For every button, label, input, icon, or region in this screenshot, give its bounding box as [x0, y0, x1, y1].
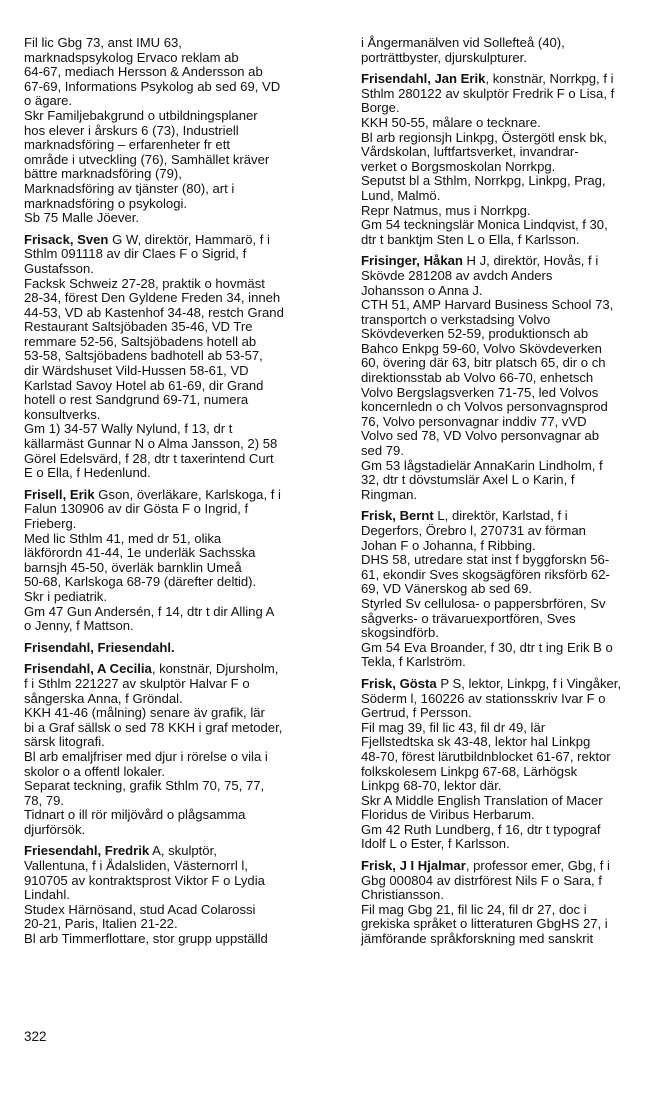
entry-line: Repr Natmus, mus i Norrkpg. [361, 202, 531, 218]
entry-line: Skövdeverken 52-59, produktionsch ab [361, 326, 589, 342]
entry-line: 53-58, Saltsjöbadens badhotell ab 53-57, [24, 348, 263, 364]
entry-line: Skr Familjebakgrund o utbildningsplaner [24, 107, 258, 123]
entry-line: folkskolesem Linkpg 67-68, Lärhögsk [361, 763, 578, 779]
entry-line: KKH 41-46 (målning) senare äv grafik, lär [24, 705, 265, 721]
entry-line: läkförordn 41-44, 1e underläk Sachsska [24, 545, 256, 561]
entry-line: hotell o rest Sandgrund 69-71, numera [24, 392, 249, 408]
entry-line [24, 233, 350, 248]
entry-line: Skr A Middle English Translation of Macer [361, 792, 603, 808]
entry-line: Fil mag 39, fil lic 43, fil dr 49, lär [361, 719, 546, 735]
entry-line: Lindahl. [24, 887, 70, 903]
entry-line: marknadspsykolog Ervaco reklam ab [24, 49, 239, 65]
entry-line: Sthlm 280122 av skulptör Fredrik F o Lisa, f [361, 85, 615, 101]
entry-line: Karlstad Savoy Hotel ab 61-69, dir Grand [24, 377, 264, 393]
entry-line: Studex Härnösand, stud Acad Colarossi [24, 901, 256, 917]
entry-line: Bl arb Timmerflottare, stor grupp uppställd [24, 931, 268, 947]
entry-line: grekiska språket o litteraturen GbgHS 27, i [361, 916, 608, 932]
entry-line: Bl arb emaljfriser med djur i rörelse o vila i [24, 748, 268, 764]
entry-line: marknadsföring o psykologi. [24, 195, 188, 211]
entry-line: Sthlm 091118 av dir Claes F o Sigrid, f [24, 246, 247, 262]
entry-line: Skövde 281208 av avdch Anders [361, 267, 553, 283]
entry-line: Med lic Sthlm 41, med dr 51, olika [24, 530, 222, 546]
entry-line: Sb 75 Malle Jöever. [24, 210, 139, 226]
entry-line [24, 488, 350, 503]
entry-line: 69, VD Vänerskog ab sed 69. [361, 581, 533, 597]
entry-line: Marknadsföring av tjänster (80), art i [24, 180, 235, 196]
biography-entry [24, 233, 350, 481]
entry-line: Seputst bl a Sthlm, Norrkpg, Linkpg, Prag, [361, 173, 606, 189]
entry-line: Separat teckning, grafik Sthlm 70, 75, 77, [24, 778, 265, 794]
entry-line-text: Gson, överläkare, Karlskoga, f i [94, 486, 281, 502]
entry-line: Gm 54 Eva Broander, f 30, dtr t ing Erik B o [361, 639, 613, 655]
entry-line: Gm 47 Gun Andersén, f 14, dtr t dir Alling A [24, 603, 275, 619]
biography-entry [361, 72, 665, 247]
entry-line: Volvo Bergslagsverken 71-75, led Volvos [361, 384, 599, 400]
entry-name: Frisk, Bernt [361, 508, 434, 524]
entry-line: marknadsföring – erfarenheter fr ett [24, 137, 230, 153]
entry-line: E o Ella, f Hedenlund. [24, 465, 151, 481]
entry-line: Frieberg. [24, 516, 77, 531]
entry-line: 20-21, Paris, Italien 21-22. [24, 916, 178, 932]
entry-line: sed 79. [361, 443, 404, 459]
entry-name: Frisk, J I Hjalmar [361, 858, 466, 874]
biography-entry [24, 641, 350, 656]
entry-line: Idolf L o Ester, f Karlsson. [361, 836, 510, 852]
entry-line: Linkpg 68-70, lektor där. [361, 778, 502, 794]
entry-line: o Jenny, f Mattson. [24, 618, 134, 634]
entry-line-text: A, skulptör, [149, 843, 217, 859]
entry-line: 61, ekondir Sves skogsägfören riksförb 62- [361, 566, 610, 582]
entry-line: Gm 1) 34-57 Wally Nylund, f 13, dr t [24, 421, 233, 437]
biography-entry [24, 36, 350, 226]
entry-line: o ägare. [24, 93, 73, 109]
entry-name: Frisendahl, A Cecilia [24, 661, 152, 677]
entry-line: transportch o verkstadsing Volvo [361, 311, 551, 327]
entry-line-text: , konstnär, Norrkpg, f i [485, 71, 614, 87]
entry-line: 64-67, mediach Hersson & Andersson ab [24, 64, 263, 80]
entry-line-text: H J, direktör, Hovås, f i [462, 253, 599, 269]
entry-line: Floridus de Viribus Herbarum. [361, 807, 535, 823]
entry-line: Volvo sed 78, VD Volvo personvagnar ab [361, 428, 600, 444]
entry-line: bi a Graf sällsk o sed 78 KKH i graf metoder, [24, 719, 283, 735]
entry-line [24, 662, 350, 677]
entry-line: Johansson o Anna J. [361, 282, 483, 298]
entry-name: Frisack, Sven [24, 231, 109, 247]
entry-line: källarmäst Gunnar N o Alma Jansson, 2) 58 [24, 436, 278, 452]
biography-entry [361, 254, 665, 502]
entry-line: 50-68, Karlskoga 68-79 (därefter deltid). [24, 574, 257, 590]
entry-line: Tidnart o ill rör miljövård o plågsamma [24, 807, 246, 823]
entry-line: Bahco Enkpg 59-60, Volvo Skövdeverken [361, 340, 602, 356]
entry-line: Vårdskolan, luftfartsverket, invandrar- [361, 144, 579, 160]
entry-line: Facksk Schweiz 27-28, praktik o hovmäst [24, 275, 265, 291]
entry-line [361, 859, 665, 874]
entry-line-text: P S, lektor, Linkpg, f i Vingåker, [436, 675, 622, 691]
left-column [24, 36, 350, 947]
entry-line: skolor o a offentl lokaler. [24, 763, 165, 779]
biography-entry [361, 509, 665, 670]
entry-line: i Ångermanälven vid Sollefteå (40), [361, 35, 565, 50]
entry-name: Frisk, Gösta [361, 675, 437, 691]
entry-line: 60, övering där 63, bitr platsch 65, dir o ch [361, 355, 606, 371]
entry-line: dir Wärdshuset Vild-Hussen 58-61, VD [24, 363, 249, 379]
entry-line: 78, 79. [24, 792, 65, 808]
biography-entry [24, 844, 350, 946]
entry-line: 76, Volvo personvagnar inddiv 77, vVD [361, 413, 587, 429]
entry-line: jämförande språkforskning med sanskrit [361, 931, 594, 947]
entry-line: Styrled Sv cellulosa- o pappersbrfören, Sv [361, 595, 606, 611]
entry-line: Gm 42 Ruth Lundberg, f 16, dtr t typograf [361, 821, 601, 837]
entry-line-text: G W, direktör, Hammarö, f i [108, 231, 270, 247]
entry-name: Friesendahl, Fredrik [24, 843, 150, 859]
entry-line: CTH 51, AMP Harvard Business School 73, [361, 297, 614, 313]
entry-line: 67-69, Informations Psykolog ab sed 69, VD [24, 78, 281, 94]
entry-line: direktionsstab ab Volvo 66-70, enhetsch [361, 370, 594, 386]
entry-line [361, 254, 665, 269]
biography-entry [361, 677, 665, 852]
entry-line: Vallentuna, f i Ådalsliden, Västernorrl l, [24, 858, 248, 874]
entry-line: 32, dtr t dövstumslär Axel L o Karin, f [361, 472, 575, 488]
entry-line: Borge. [361, 100, 400, 116]
entry-line-text: L, direktör, Karlstad, f i [433, 508, 568, 524]
entry-line: sågverks- o trävaruexportfören, Sves [361, 610, 576, 626]
biography-entry [24, 662, 350, 837]
entry-line: Tekla, f Karlström. [361, 654, 466, 670]
entry-line [361, 72, 665, 87]
entry-line: 28-34, förest Den Gyldene Freden 34, inneh [24, 290, 281, 306]
entry-line: Fil lic Gbg 73, anst IMU 63, [24, 35, 182, 50]
entry-line: 44-53, VD ab Kastenhof 34-48, restch Grand [24, 304, 284, 320]
entry-line: Görel Edelsvärd, f 28, dtr t taxerintend Curt [24, 450, 274, 466]
entry-line: Bl arb regionsjh Linkpg, Östergötl ensk bk, [361, 129, 608, 145]
entry-line: Fjellstedtska sk 43-48, lektor hal Linkpg [361, 734, 591, 750]
entry-line: Gustafsson. [24, 260, 94, 276]
entry-line: Söderm l, 160226 av stationsskriv Ivar F o [361, 690, 606, 706]
entry-name: Frisendahl, Jan Erik [361, 71, 486, 87]
page-number: 322 [24, 1029, 47, 1044]
entry-line: särsk litografi. [24, 734, 105, 750]
entry-line: Fil mag Gbg 21, fil lic 24, fil dr 27, doc i [361, 901, 587, 917]
entry-line: Degerfors, Örebro l, 270731 av förman [361, 523, 586, 538]
entry-line: Skr i pediatrik. [24, 588, 107, 604]
entry-line: Gertrud, f Persson. [361, 705, 472, 721]
entry-line: remmare 52-56, Saltsjöbadens hotell ab [24, 333, 257, 349]
entry-line: DHS 58, utredare stat inst f byggforskn 56- [361, 552, 610, 568]
entry-line: verket o Borgsmoskolan Norrkpg. [361, 158, 556, 174]
entry-line: barnsjh 45-50, överläk barnklin Umeå [24, 559, 242, 575]
entry-line: Johan F o Johanna, f Ribbing. [361, 537, 536, 553]
entry-name: Frisinger, Håkan [361, 253, 463, 269]
entry-line: 48-70, förest lärutbildnblocket 61-67, rektor [361, 748, 611, 764]
entry-line [24, 844, 350, 859]
entry-line: konsultverks. [24, 406, 101, 422]
entry-line: Gm 54 teckningslär Monica Lindqvist, f 30, [361, 217, 608, 233]
entry-line [361, 509, 665, 524]
entry-line [361, 677, 665, 692]
entry-line: bättre marknadsföring (79), [24, 166, 182, 182]
entry-line: Gbg 000804 av distrförest Nils F o Sara, f [361, 872, 602, 888]
entry-line-text: , professor emer, Gbg, f i [465, 858, 610, 874]
entry-line: 910705 av kontraktsprost Viktor F o Lydia [24, 872, 265, 888]
entry-line: Christiansson. [361, 887, 444, 903]
entry-line: Lund, Malmö. [361, 187, 441, 203]
entry-line-text: , konstnär, Djursholm, [151, 661, 279, 677]
entry-line: sångerska Anna, f Gröndal. [24, 690, 183, 706]
cross-reference-heading: Frisendahl, Friesendahl. [24, 639, 175, 655]
entry-line: dtr t banktjm Sten L o Ella, f Karlsson. [361, 231, 580, 247]
entry-name: Frisell, Erik [24, 486, 95, 502]
entry-line: koncernledn o ch Volvos personvagnsprod [361, 399, 608, 415]
entry-line: hos elever i årskurs 6 (73), Industriell [24, 122, 239, 138]
entry-line: Gm 53 lågstadielär AnnaKarin Lindholm, f [361, 457, 603, 473]
entry-line: Falun 130906 av dir Gösta F o Ingrid, f [24, 501, 249, 517]
entry-line: f i Sthlm 221227 av skulptör Halvar F o [24, 675, 250, 691]
entry-line: KKH 50-55, målare o tecknare. [361, 114, 541, 130]
right-column [361, 36, 665, 947]
entry-line: skogsindförb. [361, 625, 439, 641]
biography-entry [361, 36, 665, 65]
biography-entry [24, 488, 350, 634]
entry-line: område i utveckling (76), Samhället kräver [24, 151, 270, 167]
entry-line: Restaurant Saltsjöbaden 35-46, VD Tre [24, 319, 253, 335]
entry-line: djurförsök. [24, 821, 86, 837]
entry-line: Ringman. [361, 486, 418, 502]
biography-entry [361, 859, 665, 947]
entry-line: porträttbyster, djurskulpturer. [361, 49, 527, 65]
